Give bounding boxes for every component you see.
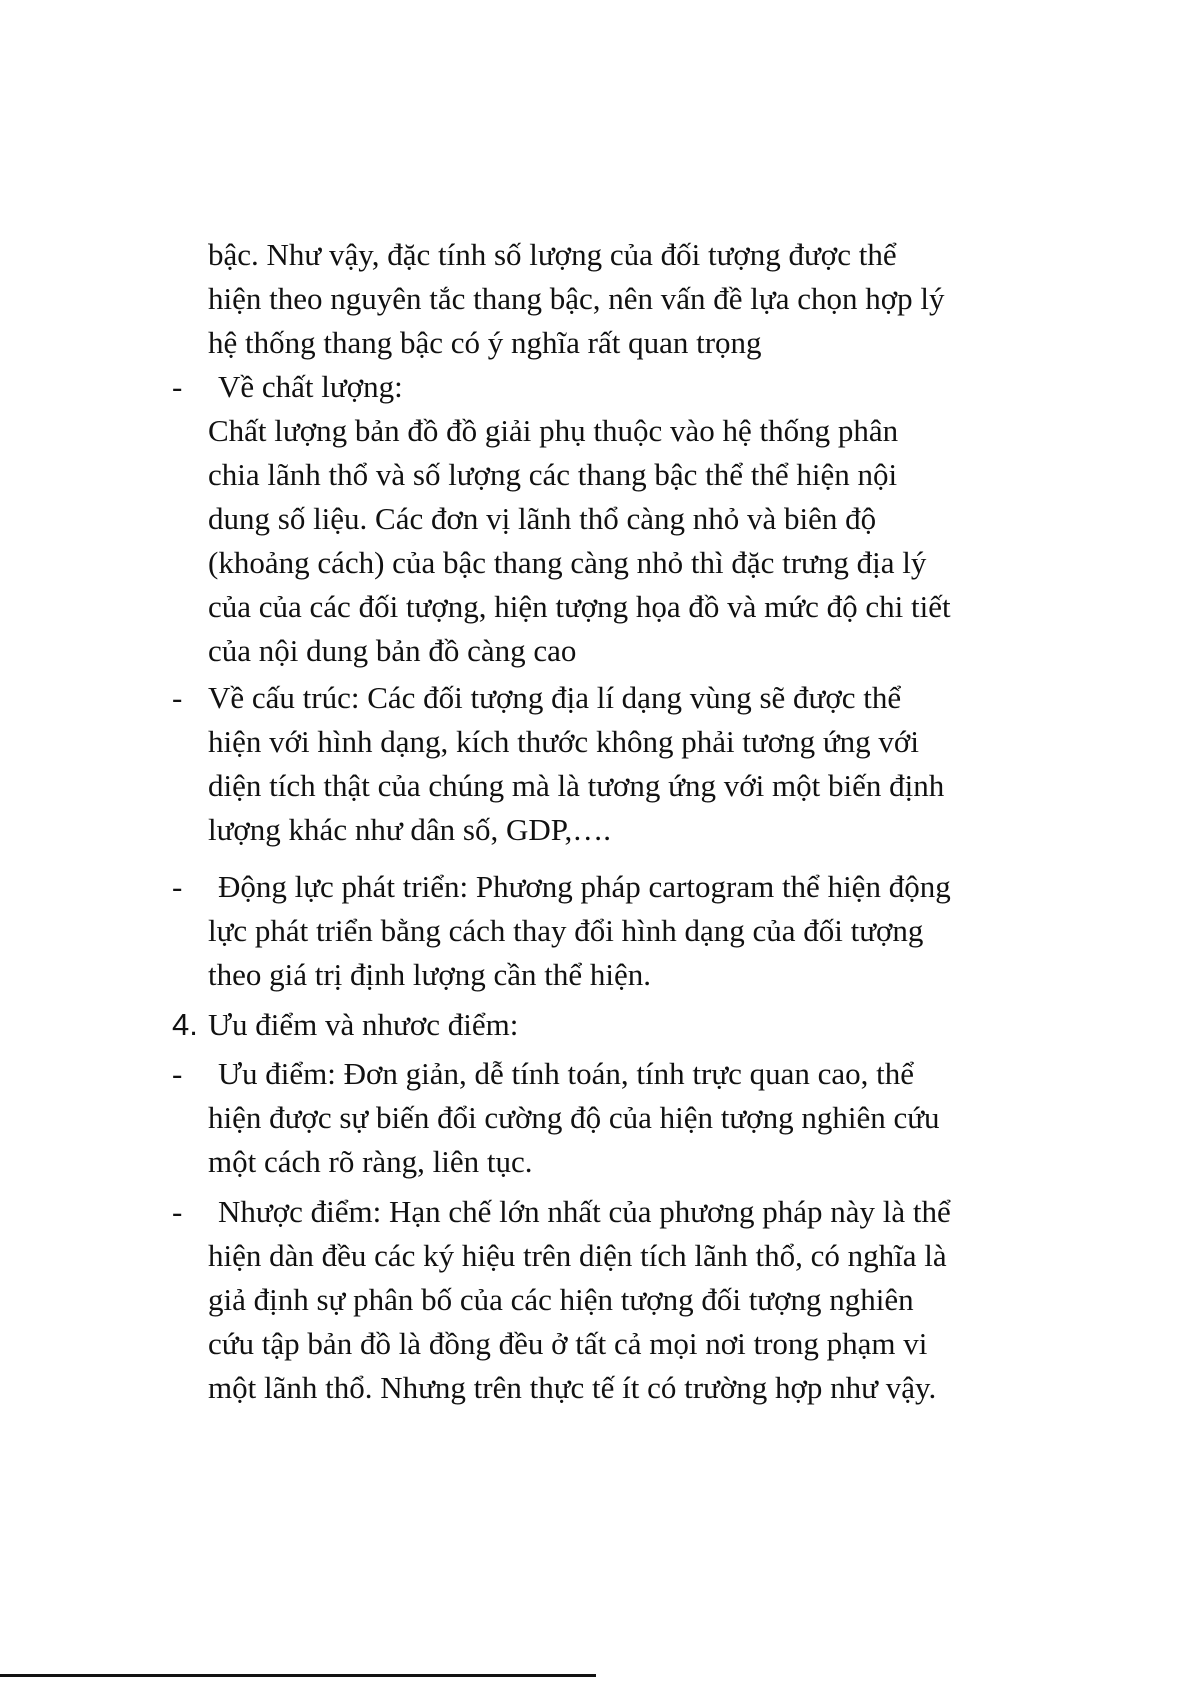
text-line: hiện dàn đều các ký hiệu trên diện tích lãnh thổ, có nghĩa là [208, 1238, 947, 1273]
text-line: cứu tập bản đồ là đồng đều ở tất cả mọi nơi trong phạm vi [208, 1326, 928, 1361]
text-line: một lãnh thổ. Nhưng trên thực tế ít có trường hợp như vậy. [208, 1370, 937, 1405]
list-bullet: - [172, 1056, 183, 1091]
list-bullet: - [172, 869, 183, 904]
text-line: hiện theo nguyên tắc thang bậc, nên vấn đề lựa chọn hợp lý [208, 281, 945, 316]
text-line: Chất lượng bản đồ đồ giải phụ thuộc vào hệ thống phân [208, 413, 899, 448]
text-line: Nhược điểm: Hạn chế lớn nhất của phương pháp này là thể [218, 1194, 951, 1229]
text-line: một cách rõ ràng, liên tục. [208, 1144, 533, 1179]
text-line: dung số liệu. Các đơn vị lãnh thổ càng nhỏ và biên độ [208, 501, 877, 536]
text-line: của nội dung bản đồ càng cao [208, 633, 577, 668]
text-line: của của các đối tượng, hiện tượng họa đồ và mức độ chi tiết [208, 589, 951, 624]
section-heading: Về chất lượng: [218, 369, 403, 404]
text-line: Động lực phát triển: Phương pháp cartogram thể hiện động [218, 869, 951, 904]
text-line: chia lãnh thổ và số lượng các thang bậc thể thể hiện nội [208, 457, 898, 492]
section-heading: Ưu điểm và nhươc điểm: [208, 1007, 519, 1042]
text-line: hiện được sự biến đổi cường độ của hiện tượng nghiên cứu [208, 1100, 940, 1135]
text-line: hiện với hình dạng, kích thước không phải tương ứng với [208, 724, 919, 759]
text-line: theo giá trị định lượng cần thể hiện. [208, 957, 651, 992]
list-bullet: - [172, 369, 183, 404]
text-line: giả định sự phân bố của các hiện tượng đối tượng nghiên [208, 1282, 914, 1317]
text-line: (khoảng cách) của bậc thang càng nhỏ thì đặc trưng địa lý [208, 545, 927, 580]
text-line: Về cấu trúc: Các đối tượng địa lí dạng vùng sẽ được thể [208, 680, 902, 715]
list-bullet: - [172, 680, 183, 715]
section-number: 4. [172, 1007, 198, 1042]
text-line: bậc. Như vậy, đặc tính số lượng của đối tượng được thể [208, 237, 897, 272]
text-line: lực phát triển bằng cách thay đổi hình dạng của đối tượng [208, 913, 924, 948]
text-line: Ưu điểm: Đơn giản, dễ tính toán, tính trực quan cao, thể [218, 1056, 915, 1091]
text-line: lượng khác như dân số, GDP,…. [208, 812, 612, 847]
footnote-rule [0, 1674, 596, 1677]
text-line: diện tích thật của chúng mà là tương ứng với một biến định [208, 768, 945, 803]
text-line: hệ thống thang bậc có ý nghĩa rất quan trọng [208, 325, 762, 360]
list-bullet: - [172, 1194, 183, 1229]
